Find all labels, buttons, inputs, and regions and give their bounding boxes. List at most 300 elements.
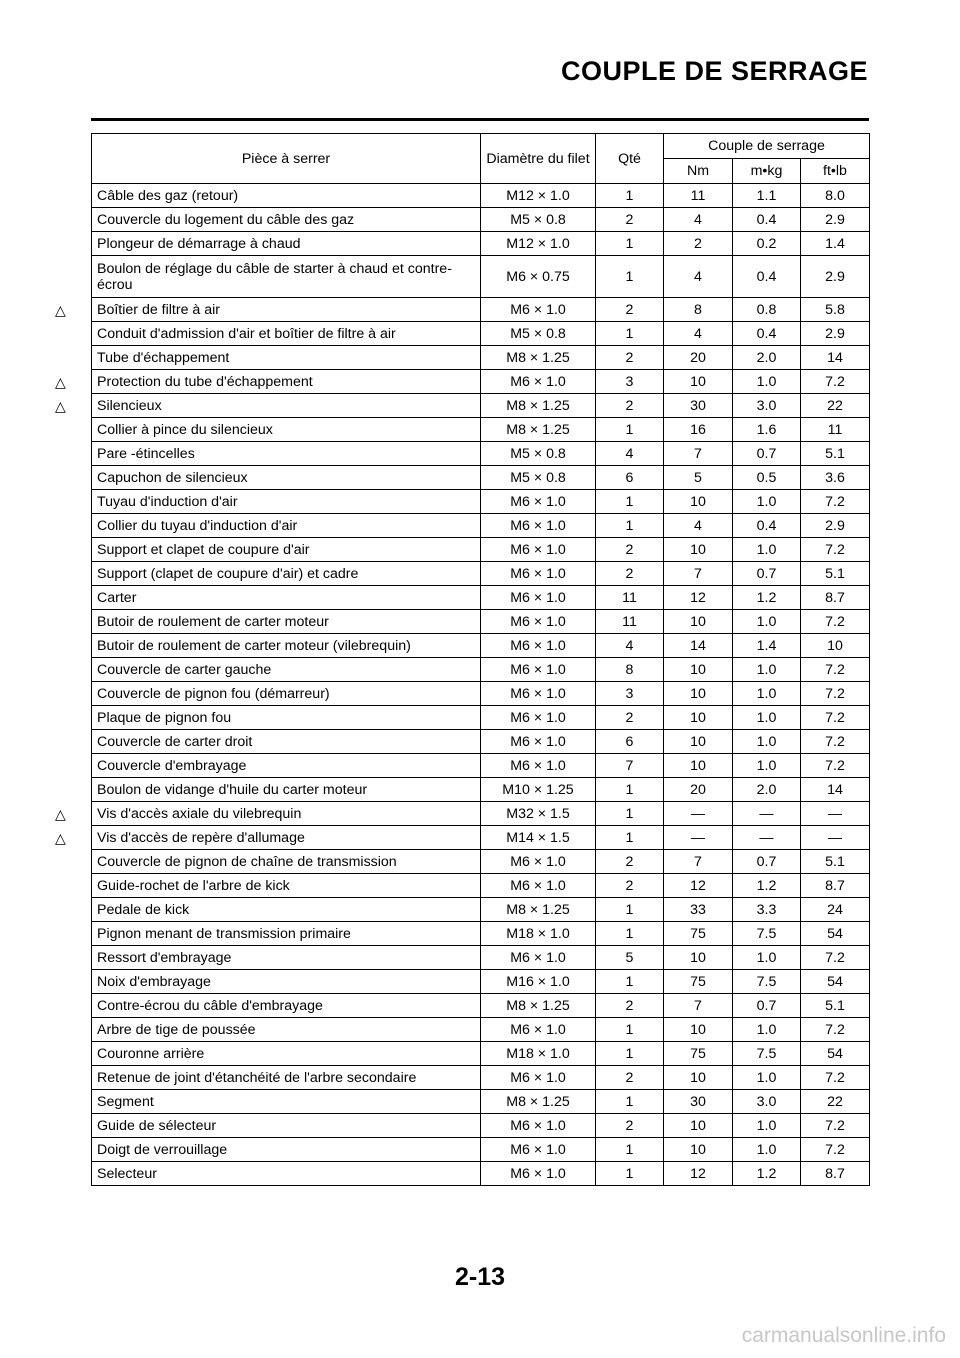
cell-part <box>92 418 481 442</box>
cell-nm: 10 <box>664 946 733 970</box>
cell-nm: 12 <box>664 874 733 898</box>
cell-mkg: 1.2 <box>733 1162 801 1186</box>
cell-ftlb: 7.2 <box>801 754 870 778</box>
cell-thread: M14 × 1.5 <box>481 826 596 850</box>
cell-thread: M8 × 1.25 <box>481 898 596 922</box>
cell-ftlb: 14 <box>801 346 870 370</box>
part-label: Collier à pince du silencieux <box>97 421 273 438</box>
cell-qty: 6 <box>596 730 664 754</box>
header-part: Pièce à serrer <box>92 134 481 184</box>
cell-qty: 1 <box>596 826 664 850</box>
part-label: Conduit d'admission d'air et boîtier de filtre à air <box>97 325 396 342</box>
cell-nm: 11 <box>664 184 733 208</box>
cell-thread: M8 × 1.25 <box>481 418 596 442</box>
cell-ftlb: 14 <box>801 778 870 802</box>
cell-nm: 4 <box>664 514 733 538</box>
part-label: Guide-rochet de l'arbre de kick <box>97 877 290 894</box>
table-row <box>92 850 870 874</box>
cell-part <box>92 1042 481 1066</box>
cell-thread: M8 × 1.25 <box>481 1090 596 1114</box>
cell-part <box>92 682 481 706</box>
watermark: carmanualsonline.info <box>741 1324 946 1347</box>
cell-mkg: 0.8 <box>733 298 801 322</box>
cell-ftlb: 2.9 <box>801 256 870 298</box>
part-label: Pare -étincelles <box>97 445 195 462</box>
table-row <box>92 256 870 298</box>
cell-qty: 3 <box>596 682 664 706</box>
cell-nm: 5 <box>664 466 733 490</box>
table-row <box>92 490 870 514</box>
table-row <box>92 370 870 394</box>
cell-ftlb: 2.9 <box>801 514 870 538</box>
cell-qty: 1 <box>596 256 664 298</box>
cell-nm: 2 <box>664 232 733 256</box>
cell-part <box>92 208 481 232</box>
part-label: Contre-écrou du câble d'embrayage <box>97 997 323 1014</box>
cell-mkg: 1.2 <box>733 586 801 610</box>
cell-mkg: 2.0 <box>733 346 801 370</box>
cell-thread: M5 × 0.8 <box>481 322 596 346</box>
part-label: Plongeur de démarrage à chaud <box>97 235 301 252</box>
torque-table <box>55 133 870 1186</box>
table-row <box>92 1114 870 1138</box>
part-label: Couvercle de carter droit <box>97 733 253 750</box>
cell-thread: M6 × 1.0 <box>481 682 596 706</box>
cell-mkg: 1.0 <box>733 658 801 682</box>
table-row <box>92 682 870 706</box>
cell-ftlb: 22 <box>801 1090 870 1114</box>
table-row <box>92 232 870 256</box>
cell-nm: 4 <box>664 256 733 298</box>
part-label: Collier du tuyau d'induction d'air <box>97 517 298 534</box>
cell-ftlb: 5.1 <box>801 850 870 874</box>
cell-nm: 10 <box>664 610 733 634</box>
cell-part <box>55 298 481 322</box>
cell-ftlb: 7.2 <box>801 1066 870 1090</box>
cell-ftlb: 54 <box>801 1042 870 1066</box>
cell-ftlb: 8.0 <box>801 184 870 208</box>
table-row <box>92 994 870 1018</box>
cell-nm: 7 <box>664 994 733 1018</box>
part-label: Tube d'échappement <box>97 349 230 366</box>
cell-nm: 10 <box>664 730 733 754</box>
cell-mkg: 1.0 <box>733 682 801 706</box>
cell-mkg: 7.5 <box>733 922 801 946</box>
cell-nm: 75 <box>664 970 733 994</box>
cell-ftlb: 3.6 <box>801 466 870 490</box>
cell-ftlb: 7.2 <box>801 706 870 730</box>
cell-qty: 2 <box>596 1114 664 1138</box>
cell-thread: M6 × 1.0 <box>481 298 596 322</box>
table-row <box>92 322 870 346</box>
triangle-mark-icon: △ <box>55 373 66 390</box>
part-label: Guide de sélecteur <box>97 1117 217 1134</box>
title-rule <box>91 118 869 121</box>
cell-ftlb: 22 <box>801 394 870 418</box>
cell-part <box>92 256 481 298</box>
part-label: Silencieux <box>97 397 162 414</box>
table-row <box>92 898 870 922</box>
cell-nm: 10 <box>664 538 733 562</box>
cell-part <box>92 184 481 208</box>
cell-qty: 6 <box>596 466 664 490</box>
cell-thread: M6 × 1.0 <box>481 1138 596 1162</box>
part-label: Selecteur <box>97 1165 157 1182</box>
cell-part <box>55 802 481 826</box>
table-row <box>92 538 870 562</box>
part-label: Arbre de tige de poussée <box>97 1021 256 1038</box>
table-row <box>92 1138 870 1162</box>
cell-ftlb: 8.7 <box>801 586 870 610</box>
cell-mkg: 0.4 <box>733 514 801 538</box>
cell-mkg: 1.6 <box>733 418 801 442</box>
cell-ftlb: 10 <box>801 634 870 658</box>
part-label: Retenue de joint d'étanchéité de l'arbre secondaire <box>97 1069 417 1086</box>
cell-ftlb: 8.7 <box>801 1162 870 1186</box>
cell-ftlb: 7.2 <box>801 370 870 394</box>
cell-mkg: 1.0 <box>733 490 801 514</box>
cell-mkg: 3.0 <box>733 394 801 418</box>
table-row <box>92 298 870 322</box>
cell-mkg: 0.4 <box>733 256 801 298</box>
cell-qty: 3 <box>596 370 664 394</box>
table-row <box>92 1042 870 1066</box>
cell-thread: M6 × 1.0 <box>481 1114 596 1138</box>
cell-part <box>92 850 481 874</box>
cell-part <box>92 730 481 754</box>
triangle-mark-icon: △ <box>55 829 66 846</box>
header-nm: Nm <box>664 159 733 184</box>
cell-thread: M5 × 0.8 <box>481 442 596 466</box>
cell-thread: M6 × 1.0 <box>481 1018 596 1042</box>
cell-nm: — <box>664 802 733 826</box>
cell-qty: 1 <box>596 802 664 826</box>
triangle-mark-icon: △ <box>55 805 66 822</box>
cell-mkg: 1.1 <box>733 184 801 208</box>
table-row <box>92 1090 870 1114</box>
table-row <box>92 946 870 970</box>
cell-mkg: 0.4 <box>733 208 801 232</box>
cell-part <box>92 1090 481 1114</box>
table-row <box>92 514 870 538</box>
cell-thread: M6 × 1.0 <box>481 514 596 538</box>
part-label: Pignon menant de transmission primaire <box>97 925 351 942</box>
cell-mkg: 1.0 <box>733 370 801 394</box>
part-label: Tuyau d'induction d'air <box>97 493 238 510</box>
cell-qty: 2 <box>596 994 664 1018</box>
cell-thread: M12 × 1.0 <box>481 232 596 256</box>
part-label: Boulon de vidange d'huile du carter moteur <box>97 781 368 798</box>
cell-part <box>92 994 481 1018</box>
cell-nm: 10 <box>664 1138 733 1162</box>
cell-thread: M16 × 1.0 <box>481 970 596 994</box>
cell-nm: 4 <box>664 208 733 232</box>
cell-mkg: 1.0 <box>733 706 801 730</box>
cell-mkg: 3.3 <box>733 898 801 922</box>
cell-qty: 2 <box>596 538 664 562</box>
cell-thread: M6 × 1.0 <box>481 658 596 682</box>
cell-thread: M6 × 1.0 <box>481 634 596 658</box>
part-label: Support (clapet de coupure d'air) et cadre <box>97 565 359 582</box>
part-label: Couvercle de carter gauche <box>97 661 272 678</box>
cell-qty: 1 <box>596 418 664 442</box>
cell-ftlb: — <box>801 826 870 850</box>
cell-part <box>92 946 481 970</box>
cell-part <box>92 466 481 490</box>
cell-part <box>92 874 481 898</box>
cell-qty: 11 <box>596 586 664 610</box>
cell-thread: M8 × 1.25 <box>481 346 596 370</box>
cell-qty: 1 <box>596 898 664 922</box>
cell-nm: 12 <box>664 1162 733 1186</box>
part-label: Boîtier de filtre à air <box>97 301 221 318</box>
cell-mkg: — <box>733 826 801 850</box>
page-number: 2-13 <box>454 1263 506 1291</box>
cell-ftlb: 2.9 <box>801 322 870 346</box>
table-row <box>92 1066 870 1090</box>
cell-ftlb: 7.2 <box>801 610 870 634</box>
part-label: Couvercle de pignon fou (démarreur) <box>97 685 330 702</box>
triangle-mark-icon: △ <box>55 301 66 318</box>
part-label: Protection du tube d'échappement <box>97 373 313 390</box>
table-row <box>92 730 870 754</box>
cell-qty: 1 <box>596 778 664 802</box>
cell-part <box>92 898 481 922</box>
cell-mkg: 1.0 <box>733 538 801 562</box>
cell-thread: M6 × 1.0 <box>481 754 596 778</box>
cell-part <box>92 754 481 778</box>
cell-thread: M18 × 1.0 <box>481 922 596 946</box>
table-row <box>92 610 870 634</box>
table-row <box>92 922 870 946</box>
cell-part <box>92 1018 481 1042</box>
cell-thread: M8 × 1.25 <box>481 994 596 1018</box>
cell-nm: 7 <box>664 562 733 586</box>
part-label: Noix d'embrayage <box>97 973 211 990</box>
cell-mkg: 0.2 <box>733 232 801 256</box>
cell-qty: 2 <box>596 298 664 322</box>
cell-nm: 10 <box>664 1018 733 1042</box>
cell-qty: 1 <box>596 1042 664 1066</box>
cell-ftlb: 7.2 <box>801 1138 870 1162</box>
table-row <box>92 754 870 778</box>
cell-nm: 75 <box>664 922 733 946</box>
cell-part <box>55 370 481 394</box>
cell-qty: 4 <box>596 634 664 658</box>
part-label: Plaque de pignon fou <box>97 709 232 726</box>
cell-mkg: 1.4 <box>733 634 801 658</box>
table-row <box>92 970 870 994</box>
cell-part <box>55 394 481 418</box>
cell-mkg: 1.2 <box>733 874 801 898</box>
cell-ftlb: 7.2 <box>801 1018 870 1042</box>
cell-nm: 12 <box>664 586 733 610</box>
cell-qty: 1 <box>596 490 664 514</box>
part-label: Câble des gaz (retour) <box>97 187 239 204</box>
cell-part <box>92 1138 481 1162</box>
cell-thread: M8 × 1.25 <box>481 394 596 418</box>
cell-thread: M6 × 1.0 <box>481 946 596 970</box>
cell-nm: 10 <box>664 490 733 514</box>
part-label: Ressort d'embrayage <box>97 949 232 966</box>
table-row <box>92 778 870 802</box>
cell-thread: M6 × 1.0 <box>481 874 596 898</box>
table-row <box>92 346 870 370</box>
cell-nm: 4 <box>664 322 733 346</box>
cell-nm: 33 <box>664 898 733 922</box>
cell-nm: — <box>664 826 733 850</box>
part-label: Segment <box>97 1093 154 1110</box>
cell-qty: 2 <box>596 208 664 232</box>
cell-ftlb: 11 <box>801 418 870 442</box>
cell-part <box>92 970 481 994</box>
cell-mkg: 1.0 <box>733 1018 801 1042</box>
cell-mkg: 3.0 <box>733 1090 801 1114</box>
cell-ftlb: — <box>801 802 870 826</box>
cell-qty: 2 <box>596 1066 664 1090</box>
cell-ftlb: 8.7 <box>801 874 870 898</box>
cell-mkg: 7.5 <box>733 970 801 994</box>
cell-ftlb: 7.2 <box>801 1114 870 1138</box>
cell-part <box>92 1162 481 1186</box>
cell-mkg: 0.7 <box>733 850 801 874</box>
cell-qty: 1 <box>596 922 664 946</box>
header-ftlb: ft•lb <box>801 159 870 184</box>
cell-thread: M6 × 1.0 <box>481 1162 596 1186</box>
table-row <box>92 442 870 466</box>
cell-thread: M18 × 1.0 <box>481 1042 596 1066</box>
cell-mkg: 1.0 <box>733 730 801 754</box>
table-row <box>92 1018 870 1042</box>
table-row <box>92 184 870 208</box>
cell-nm: 10 <box>664 754 733 778</box>
cell-ftlb: 54 <box>801 922 870 946</box>
cell-nm: 10 <box>664 1066 733 1090</box>
cell-nm: 20 <box>664 346 733 370</box>
cell-part <box>92 922 481 946</box>
part-label: Butoir de roulement de carter moteur <box>97 613 329 630</box>
part-label: Capuchon de silencieux <box>97 469 248 486</box>
cell-qty: 1 <box>596 232 664 256</box>
cell-ftlb: 7.2 <box>801 490 870 514</box>
cell-ftlb: 7.2 <box>801 730 870 754</box>
cell-thread: M6 × 1.0 <box>481 370 596 394</box>
cell-thread: M12 × 1.0 <box>481 184 596 208</box>
cell-nm: 10 <box>664 706 733 730</box>
table-body <box>55 184 870 1186</box>
cell-ftlb: 5.1 <box>801 442 870 466</box>
table-row <box>92 418 870 442</box>
table-row <box>92 394 870 418</box>
cell-part <box>92 346 481 370</box>
cell-part <box>92 232 481 256</box>
table-row <box>92 466 870 490</box>
table-row <box>92 802 870 826</box>
cell-mkg: 1.0 <box>733 1066 801 1090</box>
cell-part <box>55 826 481 850</box>
part-label: Couvercle du logement du câble des gaz <box>97 211 355 228</box>
cell-nm: 10 <box>664 658 733 682</box>
cell-nm: 16 <box>664 418 733 442</box>
part-label: Vis d'accès axiale du vilebrequin <box>97 805 302 822</box>
cell-part <box>92 490 481 514</box>
cell-mkg: 1.0 <box>733 1138 801 1162</box>
cell-ftlb: 1.4 <box>801 232 870 256</box>
part-label: Support et clapet de coupure d'air <box>97 541 310 558</box>
cell-qty: 1 <box>596 1018 664 1042</box>
cell-mkg: 0.7 <box>733 994 801 1018</box>
cell-part <box>92 706 481 730</box>
part-label: Doigt de verrouillage <box>97 1141 228 1158</box>
cell-mkg: 0.7 <box>733 442 801 466</box>
cell-ftlb: 54 <box>801 970 870 994</box>
cell-mkg: 2.0 <box>733 778 801 802</box>
cell-ftlb: 7.2 <box>801 682 870 706</box>
table-row <box>92 562 870 586</box>
part-label: Couvercle de pignon de chaîne de transmission <box>97 853 397 870</box>
header-thread: Diamètre du filet <box>481 134 596 184</box>
cell-thread: M10 × 1.25 <box>481 778 596 802</box>
cell-part <box>92 610 481 634</box>
cell-part <box>92 586 481 610</box>
page-title: COUPLE DE SERRAGE <box>560 56 868 86</box>
cell-part <box>92 1066 481 1090</box>
cell-ftlb: 7.2 <box>801 538 870 562</box>
cell-ftlb: 5.8 <box>801 298 870 322</box>
cell-part <box>92 514 481 538</box>
cell-ftlb: 2.9 <box>801 208 870 232</box>
table-row <box>92 586 870 610</box>
cell-nm: 14 <box>664 634 733 658</box>
cell-mkg: 1.0 <box>733 1114 801 1138</box>
cell-ftlb: 7.2 <box>801 658 870 682</box>
cell-qty: 8 <box>596 658 664 682</box>
part-label: Couronne arrière <box>97 1045 205 1062</box>
part-label: Carter <box>97 589 137 606</box>
header-mkg: m•kg <box>733 159 801 184</box>
cell-thread: M6 × 1.0 <box>481 1066 596 1090</box>
cell-qty: 1 <box>596 514 664 538</box>
cell-nm: 10 <box>664 370 733 394</box>
table-header <box>92 134 870 184</box>
cell-thread: M5 × 0.8 <box>481 466 596 490</box>
cell-part <box>92 634 481 658</box>
cell-nm: 20 <box>664 778 733 802</box>
cell-mkg: 7.5 <box>733 1042 801 1066</box>
cell-qty: 2 <box>596 706 664 730</box>
cell-mkg: 1.0 <box>733 754 801 778</box>
cell-part <box>92 1114 481 1138</box>
table-row <box>92 634 870 658</box>
cell-nm: 10 <box>664 682 733 706</box>
table-row <box>92 706 870 730</box>
table-row <box>92 826 870 850</box>
part-label: Butoir de roulement de carter moteur (vilebrequin) <box>97 637 411 654</box>
cell-qty: 1 <box>596 184 664 208</box>
part-label: Vis d'accès de repère d'allumage <box>97 829 305 846</box>
cell-qty: 2 <box>596 346 664 370</box>
cell-qty: 4 <box>596 442 664 466</box>
cell-thread: M6 × 1.0 <box>481 586 596 610</box>
cell-part <box>92 538 481 562</box>
cell-part <box>92 778 481 802</box>
cell-ftlb: 7.2 <box>801 946 870 970</box>
triangle-mark-icon: △ <box>55 397 66 414</box>
cell-nm: 10 <box>664 1114 733 1138</box>
cell-thread: M5 × 0.8 <box>481 208 596 232</box>
cell-nm: 8 <box>664 298 733 322</box>
part-label: Pedale de kick <box>97 901 190 918</box>
